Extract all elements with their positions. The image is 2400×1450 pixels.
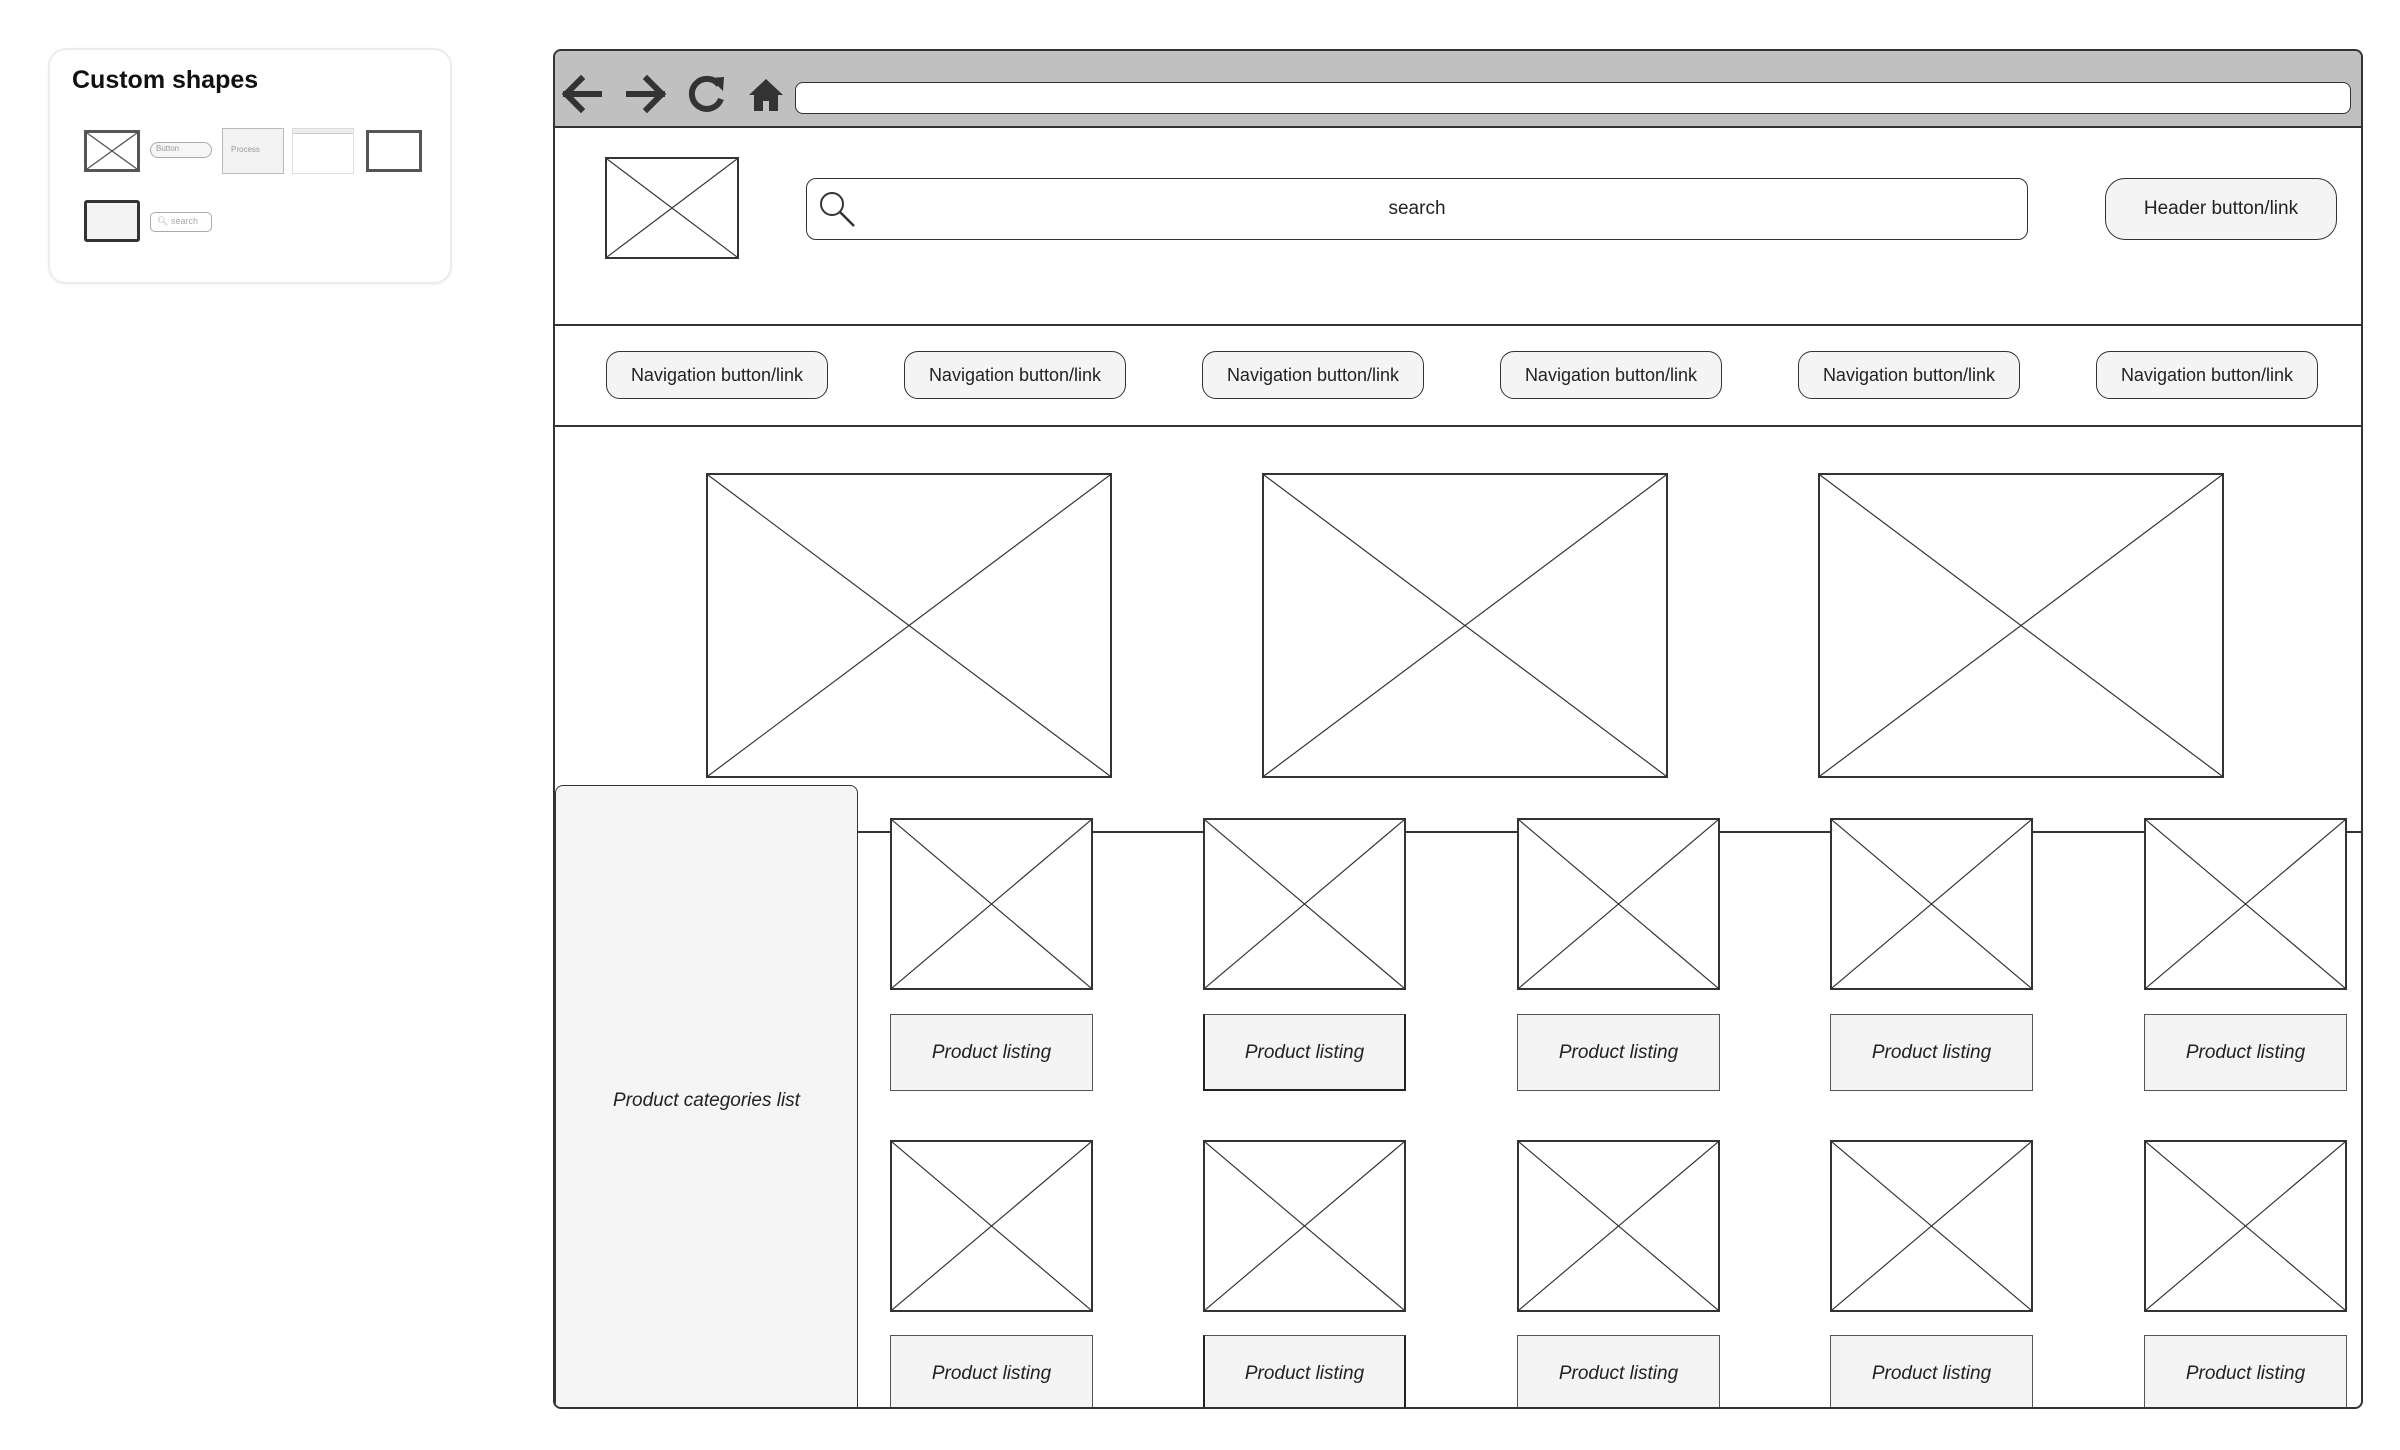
product-listing[interactable]: Product listing bbox=[890, 1335, 1093, 1409]
product-image-placeholder[interactable] bbox=[2144, 818, 2347, 990]
product-listing[interactable]: Product listing bbox=[1203, 1014, 1406, 1091]
image-placeholder-icon bbox=[708, 475, 1110, 776]
panel-title: Custom shapes bbox=[72, 66, 259, 94]
product-listing[interactable]: Product listing bbox=[2144, 1014, 2347, 1091]
hero-image-placeholder[interactable] bbox=[1818, 473, 2224, 778]
frame-shape[interactable] bbox=[366, 130, 422, 172]
image-placeholder-icon bbox=[1832, 820, 2031, 988]
home-icon[interactable] bbox=[745, 73, 787, 115]
product-listing[interactable]: Product listing bbox=[1830, 1014, 2033, 1091]
image-placeholder-icon bbox=[1519, 1142, 1718, 1310]
image-placeholder-icon bbox=[1205, 1142, 1404, 1310]
product-image-placeholder[interactable] bbox=[1517, 818, 1720, 990]
product-listing[interactable]: Product listing bbox=[2144, 1335, 2347, 1409]
nav-button[interactable]: Navigation button/link bbox=[2096, 351, 2318, 399]
nav-button[interactable]: Navigation button/link bbox=[1798, 351, 2020, 399]
arrow-right-icon[interactable] bbox=[625, 73, 667, 115]
image-placeholder-icon bbox=[1832, 1142, 2031, 1310]
search-placeholder: search bbox=[1388, 198, 1446, 219]
reload-icon[interactable] bbox=[686, 73, 728, 115]
logo-image-icon bbox=[607, 159, 737, 257]
image-placeholder-icon bbox=[1519, 820, 1718, 988]
product-listing[interactable]: Product listing bbox=[1830, 1335, 2033, 1409]
nav-button[interactable]: Navigation button/link bbox=[904, 351, 1126, 399]
product-listing[interactable]: Product listing bbox=[1517, 1335, 1720, 1409]
hero-image-placeholder[interactable] bbox=[1262, 473, 1668, 778]
product-listing[interactable]: Product listing bbox=[890, 1014, 1093, 1091]
custom-shapes-panel bbox=[48, 48, 452, 284]
document-shape-bar bbox=[293, 129, 353, 134]
process-shape[interactable]: Process bbox=[222, 128, 284, 174]
image-placeholder-icon bbox=[892, 820, 1091, 988]
button-shape[interactable]: Button bbox=[150, 142, 212, 158]
nav-button[interactable]: Navigation button/link bbox=[1202, 351, 1424, 399]
product-categories-sidebar[interactable]: Product categories list bbox=[555, 785, 858, 1409]
product-image-placeholder[interactable] bbox=[890, 1140, 1093, 1312]
product-listing[interactable]: Product listing bbox=[1203, 1335, 1406, 1409]
image-placeholder-icon bbox=[87, 133, 137, 169]
product-image-placeholder[interactable] bbox=[890, 818, 1093, 990]
product-image-placeholder[interactable] bbox=[1203, 1140, 1406, 1312]
hero-image-placeholder[interactable] bbox=[706, 473, 1112, 778]
arrow-left-icon[interactable] bbox=[561, 73, 603, 115]
image-placeholder-shape[interactable] bbox=[84, 130, 140, 172]
image-placeholder-icon bbox=[1820, 475, 2222, 776]
image-placeholder-icon bbox=[892, 1142, 1091, 1310]
site-header bbox=[555, 130, 2361, 326]
search-input[interactable] bbox=[806, 178, 2028, 240]
product-image-placeholder[interactable] bbox=[2144, 1140, 2347, 1312]
search-shape-icon: 🔍︎ bbox=[157, 216, 169, 226]
nav-button[interactable]: Navigation button/link bbox=[1500, 351, 1722, 399]
product-image-placeholder[interactable] bbox=[1517, 1140, 1720, 1312]
header-button[interactable]: Header button/link bbox=[2105, 178, 2337, 240]
product-image-placeholder[interactable] bbox=[1830, 1140, 2033, 1312]
browser-toolbar bbox=[555, 51, 2361, 128]
image-placeholder-icon bbox=[2146, 1142, 2345, 1310]
image-placeholder-icon bbox=[1264, 475, 1666, 776]
product-listing[interactable]: Product listing bbox=[1517, 1014, 1720, 1091]
document-shape[interactable] bbox=[292, 128, 354, 174]
navigation-bar bbox=[555, 326, 2361, 427]
browser-window bbox=[553, 49, 2363, 1409]
search-shape[interactable] bbox=[150, 212, 212, 232]
product-image-placeholder[interactable] bbox=[1830, 818, 2033, 990]
hero-banner-row bbox=[555, 427, 2361, 833]
product-image-placeholder[interactable] bbox=[1203, 818, 1406, 990]
image-placeholder-icon bbox=[2146, 820, 2345, 988]
box-shape[interactable] bbox=[84, 200, 140, 242]
address-bar[interactable] bbox=[795, 82, 2351, 114]
search-icon bbox=[817, 189, 857, 229]
image-placeholder-icon bbox=[1205, 820, 1404, 988]
logo-placeholder[interactable] bbox=[605, 157, 739, 259]
nav-button[interactable]: Navigation button/link bbox=[606, 351, 828, 399]
search-shape-label: search bbox=[170, 216, 198, 226]
